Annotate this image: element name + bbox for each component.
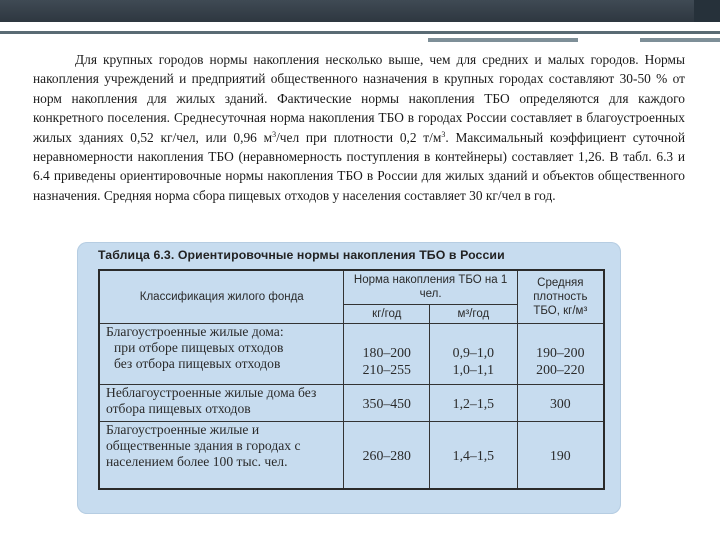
- cell-m3: [430, 324, 518, 385]
- row-label: [99, 324, 344, 385]
- table-title: Таблица 6.3. Ориентировочные нормы накопления ТБО в России: [98, 248, 505, 262]
- header-m3-year: м³/год: [430, 304, 518, 323]
- cell-value: 0,9–1,0: [452, 345, 495, 360]
- row-label-text: Благоустроенные жилые дома:: [106, 324, 284, 339]
- cell-density: 300: [517, 385, 604, 422]
- row-sublabel: без отбора пищевых отходов: [114, 356, 281, 371]
- cell-m3: 1,2–1,5: [430, 385, 518, 422]
- row-label: Благоустроенные жилые и общественные здания в городах с населением более 100 тыс. чел.: [99, 422, 344, 490]
- norms-table: [98, 269, 605, 490]
- cell-m3: 1,4–1,5: [430, 422, 518, 490]
- body-paragraph: [33, 50, 685, 205]
- header-rule-segment: [428, 38, 578, 42]
- cell-kg: [344, 324, 430, 385]
- cell-value: 190–200: [536, 345, 585, 360]
- row-label: Неблагоустроенные жилые дома без отбора пищевых отходов: [99, 385, 344, 422]
- cell-kg: 260–280: [344, 422, 430, 490]
- title-bar: [0, 0, 720, 22]
- header-rule-segment: [640, 38, 720, 42]
- superscript: 3: [441, 129, 446, 139]
- cell-value: 210–255: [362, 362, 411, 377]
- header-kg-year: кг/год: [344, 304, 430, 323]
- cell-value: 200–220: [536, 362, 585, 377]
- row-sublabel: при отборе пищевых отходов: [114, 340, 284, 355]
- table-row: [99, 422, 604, 490]
- paragraph-text: . Максимальный коэффициент суточной неравномерности накопления ТБО (неравномерность поступления в контейнеры) составляет 1,26. В табл. 6.3 и 6.4 приведены ориентировочные нормы накопления ТБО в России для жилых зданий и объектов общественного назначения. Средняя норма сбора пищевых отходов у населения составляет 30 кг/чел в год.: [33, 129, 685, 203]
- header-density: Средняя плотность ТБО, кг/м³: [517, 270, 604, 324]
- table-row: [99, 385, 604, 422]
- cell-value: 180–200: [362, 345, 411, 360]
- superscript: 3: [272, 129, 277, 139]
- cell-kg: 350–450: [344, 385, 430, 422]
- header-norm: Норма накопления ТБО на 1 чел.: [344, 270, 517, 304]
- table-scan-image: [77, 242, 621, 514]
- table-row: [99, 324, 604, 385]
- paragraph-text: Для крупных городов нормы накопления несколько выше, чем для средних и малых городов. Нормы накопления учреждений и предприятий общественного назначения в крупных городах составляют 30-50 % от норм накопления для жилых зданий. Фактические нормы накопления ТБО определяются для каждого конкретного поселения. Среднесуточная норма накопления ТБО в городах России составляет в благоустроенных жилых зданиях 0,52 кг/чел, или 0,96 м: [33, 52, 685, 145]
- cell-value: 1,0–1,1: [452, 362, 495, 377]
- header-classification: Классификация жилого фонда: [99, 270, 344, 324]
- cell-density: [517, 324, 604, 385]
- paragraph-text: /чел при плотности 0,2 т/м: [276, 129, 442, 145]
- title-bar-accent: [694, 0, 720, 22]
- cell-density: 190: [517, 422, 604, 490]
- table-header-row: [99, 270, 604, 304]
- header-rule: [0, 31, 720, 34]
